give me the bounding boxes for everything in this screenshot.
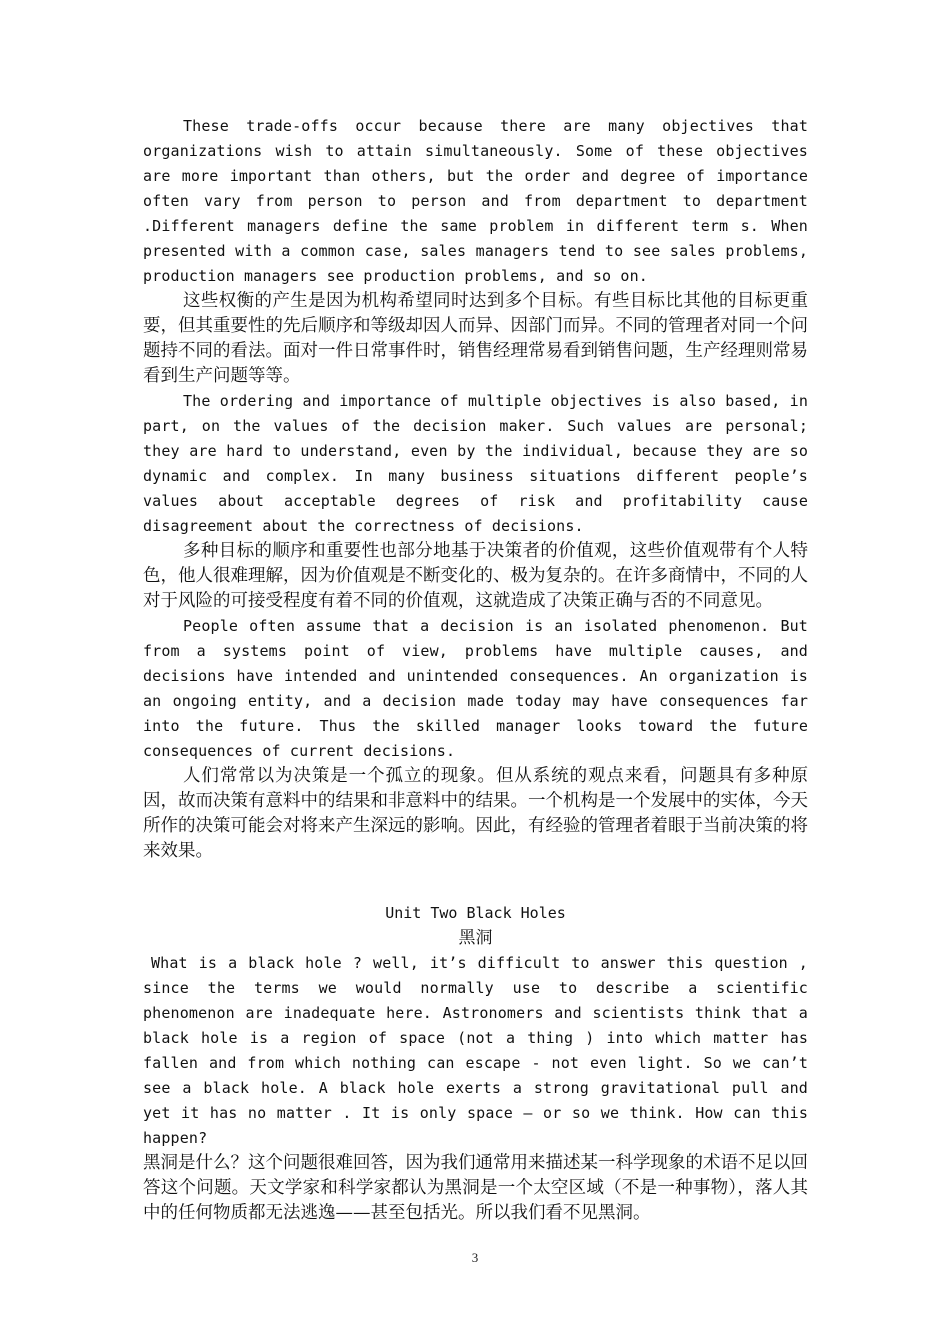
page-number: 3 (471, 1250, 479, 1265)
paragraph-en-objectives: The ordering and importance of multiple objectives is also based, in part, on the values of the decision maker. Such values are personal; they are hard to understand, even by the individual, because they are so dynamic and complex. In many business situations different people’s values about acceptable degrees of risk and profitability cause disagreement about the correctness of decisions. (143, 392, 808, 535)
paragraph-zh-consequences: 人们常常以为决策是一个孤立的现象。但从系统的观点来看，问题具有多种原因，故而决策有意料中的结果和非意料中的结果。一个机构是一个发展中的实体，今天所作的决策可能会对将来产生深远的影响。因此，有经验的管理者着眼于当前决策的将来效果。 (143, 766, 808, 861)
unit-title-en: Unit Two Black Holes (385, 904, 566, 922)
paragraph-zh-tradeoffs: 这些权衡的产生是因为机构希望同时达到多个目标。有些目标比其他的目标更重要，但其重要性的先后顺序和等级却因人而异、因部门而异。不同的管理者对同一个问题持不同的看法。面对一件日常事件时，销售经理常易看到销售问题，生产经理则常易看到生产问题等等。 (143, 291, 808, 386)
paragraph-en-tradeoffs: These trade-offs occur because there are many objectives that organizations wish to attain simultaneously. Some of these objectives are more important than others, but the order and degree of importance often vary from person to person and from department to department .Different managers define the same problem in different term s. When presented with a common case, sales managers tend to see sales problems, production managers see production problems, and so on. (143, 117, 808, 285)
document-body (143, 114, 808, 1226)
paragraph-zh-black-hole: 黑洞是什么？这个问题很难回答，因为我们通常用来描述某一科学现象的术语不足以回答这个问题。天文学家和科学家都认为黑洞是一个太空区域（不是一种事物），落人其中的任何物质都无法逃逸——甚至包括光。所以我们看不见黑洞。 (143, 1153, 808, 1223)
paragraph-en-consequences: People often assume that a decision is an isolated phenomenon. But from a systems point of view, problems have multiple causes, and decisions have intended and unintended consequences. An organization is an ongoing entity, and a decision made today may have consequences far into the future. Thus the skilled manager looks toward the future consequences of current decisions. (143, 617, 808, 760)
unit-title-zh: 黑洞 (458, 928, 493, 948)
paragraph-en-black-hole: What is a black hole ? well, it’s difficult to answer this question , since the terms we would normally use to describe a scientific phenomenon are inadequate here. Astronomers and scientists think that a black hole is a region of space (not a thing ) into which matter has fallen and from which nothing can escape - not even light. So we can’t see a black hole. A black hole exerts a strong gravitational pull and yet it has no matter . It is only space — or so we think. How can this happen? (143, 954, 808, 1147)
paragraph-zh-objectives: 多种目标的顺序和重要性也部分地基于决策者的价值观，这些价值观带有个人特色，他人很难理解，因为价值观是不断变化的、极为复杂的。在许多商情中，不同的人对于风险的可接受程度有着不同的价值观，这就造成了决策正确与否的不同意见。 (143, 541, 808, 611)
